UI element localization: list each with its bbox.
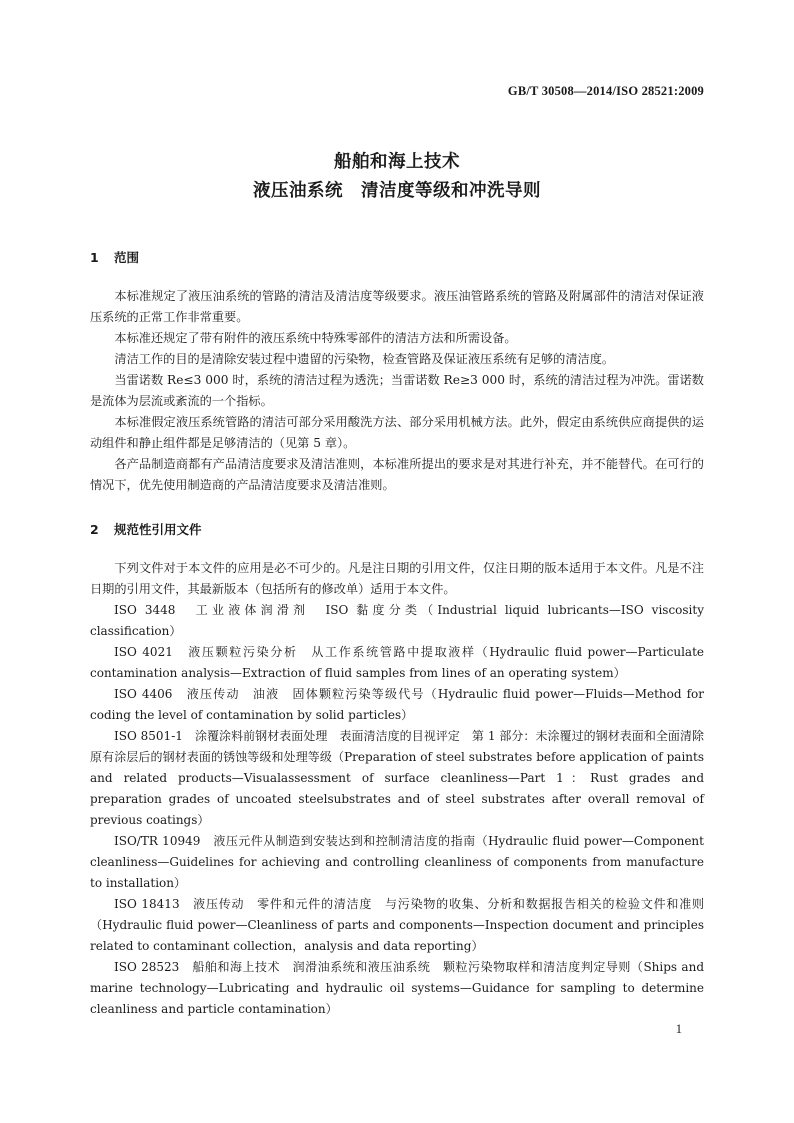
paragraph: 本标准规定了液压油系统的管路的清洁及清洁度等级要求。液压油管路系统的管路及附属部件的清洁对保证液压系统的正常工作非常重要。 bbox=[90, 289, 704, 324]
title-line-2: 液压油系统 清洁度等级和冲洗导则 bbox=[253, 181, 541, 201]
reference-item: ISO 3448 工业液体润滑剂 ISO 黏度分类（Industrial liquid lubricants—ISO viscosity classification） bbox=[90, 603, 704, 638]
section-1-body bbox=[90, 286, 704, 496]
standard-code: GB/T 30508—2014/ISO 28521:2009 bbox=[507, 84, 704, 98]
section-2-intro bbox=[90, 558, 704, 600]
paragraph: 本标准假定液压系统管路的清洁可部分采用酸洗方法、部分采用机械方法。此外，假定由系统供应商提供的运动组件和静止组件都是足够清洁的（见第 5 章）。 bbox=[90, 415, 704, 450]
reference-item: ISO 4021 液压颗粒污染分析 从工作系统管路中提取液样（Hydraulic fluid power—Particulate contamination analysis—Extraction of fluid samples from lines of an operating system） bbox=[90, 645, 704, 680]
section-title: 规范性引用文件 bbox=[114, 522, 202, 537]
paragraph: 当雷诺数 Re≤3 000 时，系统的清洁过程为透洗；当雷诺数 Re≥3 000 时，系统的清洁过程为冲洗。雷诺数是流体为层流或紊流的一个指标。 bbox=[90, 373, 704, 408]
section-number: 2 bbox=[90, 522, 99, 537]
reference-list bbox=[90, 600, 704, 1020]
paragraph: 各产品制造商都有产品清洁度要求及清洁准则，本标准所提出的要求是对其进行补充，并不能替代。在可行的情况下，优先使用制造商的产品清洁度要求及清洁准则。 bbox=[90, 457, 704, 492]
reference-item: ISO/TR 10949 液压元件从制造到安装达到和控制清洁度的指南（Hydraulic fluid power—Component cleanliness—Guidelines for achieving and controlling cleanliness of components from manufacture to installation） bbox=[90, 834, 704, 890]
document-title bbox=[0, 148, 794, 206]
paragraph: 清洁工作的目的是清除安装过程中遗留的污染物，检查管路及保证液压系统有足够的清洁度。 bbox=[114, 352, 615, 366]
reference-item: ISO 28523 船舶和海上技术 润滑油系统和液压油系统 颗粒污染物取样和清洁度判定导则（Ships and marine technology—Lubricating and hydraulic oil systems—Guidance for sampling to determine cleanliness and particle contamination） bbox=[90, 960, 704, 1016]
reference-item: ISO 4406 液压传动 油液 固体颗粒污染等级代号（Hydraulic fluid power—Fluids—Method for coding the level of contamination by solid particles） bbox=[90, 687, 704, 722]
section-2-heading bbox=[90, 520, 202, 538]
section-1-heading bbox=[90, 248, 139, 266]
page-number: 1 bbox=[675, 1022, 682, 1036]
paragraph: 本标准还规定了带有附件的液压系统中特殊零部件的清洁方法和所需设备。 bbox=[114, 331, 517, 345]
reference-item: ISO 18413 液压传动 零件和元件的清洁度 与污染物的收集、分析和数据报告相关的检验文件和准则（Hydraulic fluid power—Cleanliness of parts and components—Inspection document and principles related to contaminant collection，analysis and data reporting） bbox=[90, 897, 704, 953]
section-number: 1 bbox=[90, 250, 99, 265]
reference-item: ISO 8501-1 涂覆涂料前钢材表面处理 表面清洁度的目视评定 第 1 部分：未涂覆过的钢材表面和全面清除原有涂层后的钢材表面的锈蚀等级和处理等级（Preparation of steel substrates before application of paints and related products—Visualassessment of surface cleanliness—Part 1：Rust grades and preparation grades of uncoated steelsubstrates and of steel substrates after overall removal of previous coatings） bbox=[90, 729, 704, 827]
paragraph: 下列文件对于本文件的应用是必不可少的。凡是注日期的引用文件，仅注日期的版本适用于本文件。凡是不注日期的引用文件，其最新版本（包括所有的修改单）适用于本文件。 bbox=[90, 561, 704, 596]
title-line-1: 船舶和海上技术 bbox=[334, 152, 460, 172]
section-title: 范围 bbox=[114, 250, 140, 265]
